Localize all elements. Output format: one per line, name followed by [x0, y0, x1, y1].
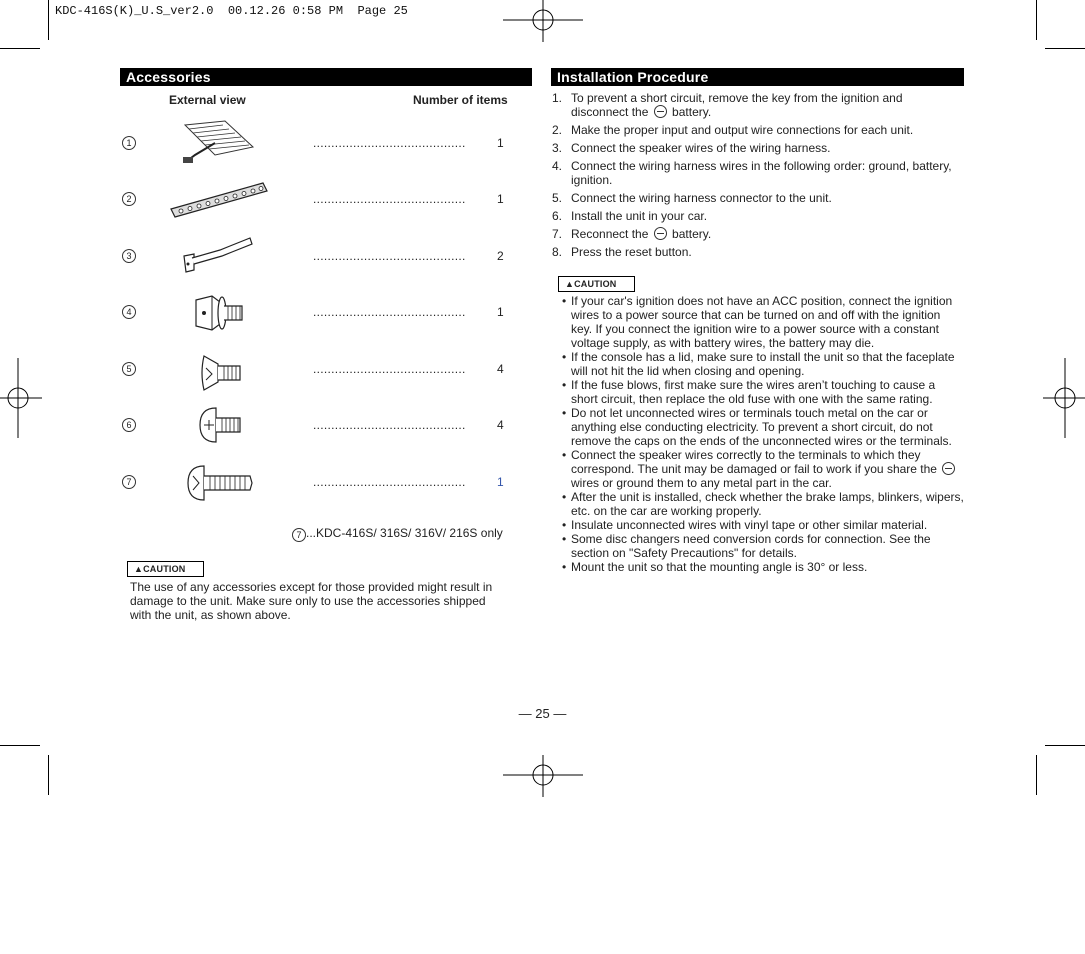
- bullet-icon: •: [562, 518, 567, 532]
- step-number: 6.: [552, 209, 563, 223]
- caution-item: [562, 490, 964, 518]
- item-quantity: 1: [497, 305, 504, 319]
- item-index: 7: [122, 475, 136, 489]
- step-number: 4.: [552, 159, 563, 173]
- step-text: Connect the wiring harness wires in the following order: ground, battery, ignition.: [571, 159, 952, 187]
- registration-mark-left: [0, 358, 42, 438]
- item-dots: ..........................................: [313, 475, 466, 489]
- bullet-icon: •: [562, 378, 567, 392]
- step-text: To prevent a short circuit, remove the key from the ignition and disconnect the battery.: [571, 91, 903, 119]
- step-text: Make the proper input and output wire connections for each unit.: [571, 123, 914, 137]
- bullet-icon: •: [562, 350, 567, 364]
- item-quantity: 1: [497, 136, 504, 150]
- caution-text: Mount the unit so that the mounting angle is 30° or less.: [571, 560, 868, 574]
- minus-terminal-icon: [654, 105, 667, 118]
- item-dots: ..........................................: [313, 362, 466, 376]
- bullet-icon: •: [562, 532, 567, 546]
- removal-tool-icon: [180, 234, 256, 276]
- step-text: Press the reset button.: [571, 245, 692, 259]
- minus-terminal-icon: [654, 227, 667, 240]
- print-header: KDC-416S(K)_U.S_ver2.0 00.12.26 0:58 PM Page 25: [55, 4, 408, 18]
- caution-text: Connect the speaker wires correctly to the terminals to which they correspond. The unit may be damaged or fail to work if you share the wires or ground them to any metal part in the car.: [571, 448, 964, 490]
- caution-text: Some disc changers need conversion cords for connection. See the section on "Safety Precautions" for details.: [571, 532, 931, 560]
- caution-text: If your car's ignition does not have an ACC position, connect the ignition wires to a power source that can be turned on and off with the ignition key. If you connect the ignition wire to a power source with a constant voltage supply, as with battery wires, the battery may die.: [571, 294, 953, 350]
- item-quantity: 4: [497, 362, 504, 376]
- accessories-caution-text: The use of any accessories except for those provided might result in damage to the unit. Make sure only to use the accessories shipped with the unit, as shown above.: [130, 580, 493, 622]
- bullet-icon: •: [562, 560, 567, 574]
- caution-item: [562, 350, 964, 378]
- caution-label-installation: ▲CAUTION: [558, 276, 635, 292]
- step-item: [552, 191, 962, 205]
- hex-bolt-icon: [190, 292, 246, 334]
- step-number: 8.: [552, 245, 563, 259]
- caution-item: [562, 294, 964, 350]
- step-text: Reconnect the battery.: [571, 227, 712, 241]
- note-text: ...KDC-416S/ 316S/ 316V/ 216S only: [306, 526, 503, 540]
- warning-triangle-icon: ▲: [134, 564, 144, 574]
- step-number: 1.: [552, 91, 563, 105]
- caution-text: After the unit is installed, check whether the brake lamps, blinkers, wipers, etc. on the car are working properly.: [571, 490, 964, 518]
- bullet-icon: •: [562, 490, 567, 504]
- item-index: 2: [122, 192, 136, 206]
- step-number: 3.: [552, 141, 563, 155]
- number-of-items-header: Number of items: [413, 93, 508, 107]
- bullet-icon: •: [562, 448, 567, 462]
- step-item: [552, 123, 962, 137]
- step-text: Connect the speaker wires of the wiring harness.: [571, 141, 831, 155]
- step-item: [552, 159, 962, 187]
- caution-item: [562, 378, 964, 406]
- item-dots: ..........................................: [313, 418, 466, 432]
- item-dots: ..........................................: [313, 249, 466, 263]
- item-index: 5: [122, 362, 136, 376]
- item-index: 4: [122, 305, 136, 319]
- step-text: Connect the wiring harness connector to the unit.: [571, 191, 832, 205]
- step-text: Install the unit in your car.: [571, 209, 708, 223]
- wiring-harness-icon: [175, 117, 257, 167]
- caution-text: If the fuse blows, first make sure the wires aren’t touching to cause a short circuit, then replace the old fuse with one with the same rating.: [571, 378, 936, 406]
- step-item: [552, 209, 962, 223]
- external-view-header: External view: [169, 93, 246, 107]
- note-index: 7: [292, 528, 306, 542]
- installation-steps: [552, 91, 962, 263]
- item-index: 3: [122, 249, 136, 263]
- item-index: 1: [122, 136, 136, 150]
- registration-mark-bottom: [503, 755, 583, 797]
- caution-item: [562, 518, 964, 532]
- caution-item: [562, 532, 964, 560]
- step-number: 5.: [552, 191, 563, 205]
- step-item: [552, 141, 962, 155]
- registration-mark-right: [1043, 358, 1085, 438]
- registration-mark-top: [503, 0, 583, 42]
- caution-text: Insulate unconnected wires with vinyl tape or other similar material.: [571, 518, 928, 532]
- step-number: 7.: [552, 227, 563, 241]
- round-head-screw-icon: [198, 404, 244, 446]
- item-dots: ..........................................: [313, 192, 466, 206]
- caution-text: Do not let unconnected wires or terminals touch metal on the car or anything else conducting electricity. To prevent a short circuit, do not remove the caps on the ends of the unconnected wires or the terminals.: [571, 406, 952, 448]
- step-item: [552, 227, 962, 241]
- installation-heading: Installation Procedure: [551, 68, 964, 86]
- item-dots: ..........................................: [313, 136, 466, 150]
- item-dots: ..........................................: [313, 305, 466, 319]
- step-item: [552, 245, 962, 259]
- item-quantity: 1: [497, 475, 504, 489]
- item-index: 6: [122, 418, 136, 432]
- model-note: [292, 526, 503, 541]
- mounting-strap-icon: [167, 179, 271, 221]
- installation-cautions: [562, 294, 964, 574]
- item-quantity: 2: [497, 249, 504, 263]
- caution-text: If the console has a lid, make sure to install the unit so that the faceplate will not hit the lid when closing and opening.: [571, 350, 955, 378]
- minus-terminal-icon: [942, 462, 955, 475]
- warning-triangle-icon: ▲: [565, 279, 575, 289]
- item-quantity: 4: [497, 418, 504, 432]
- caution-item: [562, 560, 964, 574]
- accessories-heading: Accessories: [120, 68, 532, 86]
- caution-item: [562, 448, 964, 490]
- long-screw-icon: [186, 464, 256, 502]
- bullet-icon: •: [562, 406, 567, 420]
- step-number: 2.: [552, 123, 563, 137]
- caution-label-accessories: ▲CAUTION: [127, 561, 204, 577]
- caution-item: [562, 406, 964, 448]
- flat-head-screw-icon: [198, 352, 244, 394]
- step-item: [552, 91, 962, 119]
- page-number: — 25 —: [518, 706, 567, 721]
- bullet-icon: •: [562, 294, 567, 308]
- item-quantity: 1: [497, 192, 504, 206]
